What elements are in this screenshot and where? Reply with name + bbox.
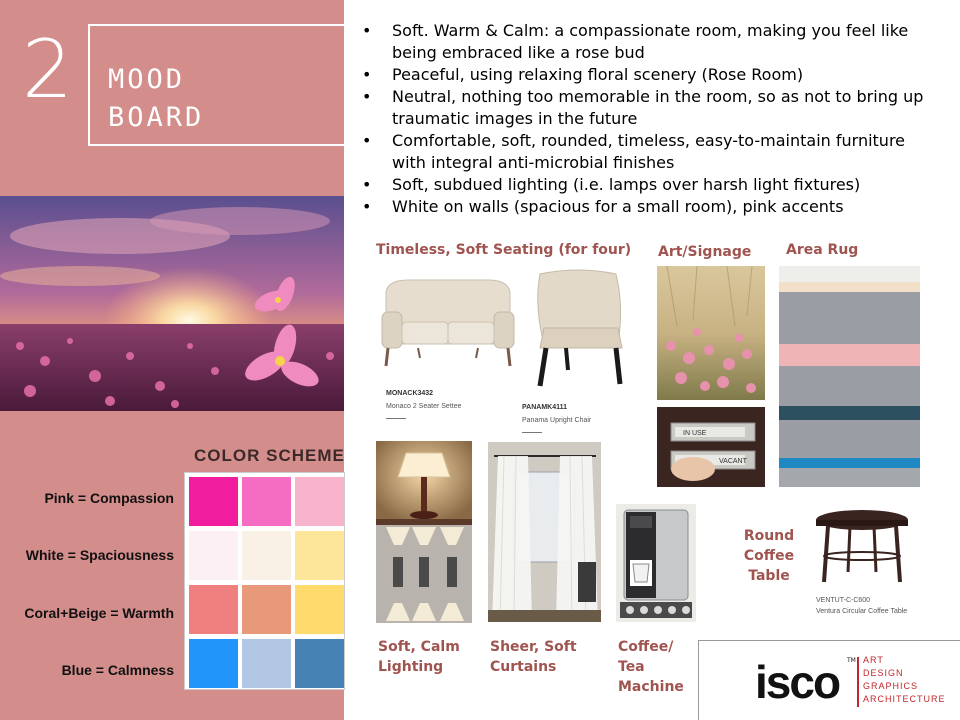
logo-tag-design: DESIGN <box>863 668 904 678</box>
logo-tag-architecture: ARCHITECTURE <box>863 694 946 704</box>
area-rug-image <box>779 266 920 487</box>
color-swatch <box>189 585 238 634</box>
seating-label: Timeless, Soft Seating (for four) <box>376 242 632 258</box>
design-goals-list <box>362 20 942 218</box>
rug-stripe <box>779 366 920 406</box>
settee-code: MONACK3432 <box>386 390 434 397</box>
sunset-flower-photo <box>0 196 344 411</box>
rug-stripe <box>779 420 920 458</box>
table-code: VENTUT-C-C600 <box>816 597 871 604</box>
slide-title-line-1: MOOD <box>108 64 186 95</box>
color-scheme-label: White = Spaciousness <box>25 547 174 563</box>
rug-stripe <box>779 468 920 487</box>
area-rug-label: Area Rug <box>786 242 859 258</box>
rug-stripe <box>779 406 920 420</box>
color-scheme-label: Pink = Compassion <box>44 490 174 506</box>
signage-photo <box>657 407 765 487</box>
color-swatch <box>242 585 291 634</box>
color-swatch <box>242 477 291 526</box>
design-goal-item: • Comfortable, soft, rounded, timeless, easy-to-maintain furniture with integral anti-microbial finishes <box>362 130 942 174</box>
rug-stripe <box>779 266 920 282</box>
rug-stripe <box>779 344 920 366</box>
coffee-machine-photo <box>616 504 696 622</box>
logo-tag-art: ART <box>863 655 884 665</box>
color-swatch <box>189 477 238 526</box>
color-scheme-label: Coral+Beige = Warmth <box>24 605 174 621</box>
settee-caption-rule <box>386 418 406 419</box>
curtains-photo <box>488 442 601 622</box>
settee-name: Monaco 2 Seater Settee <box>386 403 462 410</box>
color-swatch <box>189 639 238 688</box>
curtains-label: Sheer, Soft Curtains <box>490 639 577 675</box>
rug-stripe <box>779 292 920 344</box>
design-goal-item: • White on walls (spacious for a small room), pink accents <box>362 196 942 218</box>
logo-trademark: TM <box>847 657 856 664</box>
title-box <box>88 24 344 146</box>
art-flower-photo <box>657 266 765 400</box>
settee-image <box>378 272 518 372</box>
design-goal-item: • Soft. Warm & Calm: a compassionate room, making you feel like being embraced like a rose bud <box>362 20 942 64</box>
chair-caption-rule <box>522 432 542 433</box>
color-scheme-title: COLOR SCHEME <box>194 446 345 465</box>
coffee-machine-label: Coffee/ Tea Machine <box>618 639 684 695</box>
logo-tag-graphics: GRAPHICS <box>863 681 919 691</box>
color-swatch <box>242 639 291 688</box>
rug-stripe <box>779 458 920 468</box>
chair-code: PANAMK4111 <box>522 404 568 411</box>
color-swatch <box>295 477 344 526</box>
slide-title-line-2: BOARD <box>108 102 205 133</box>
sign-vacant-text: VACANT <box>719 458 747 465</box>
art-signage-label: Art/Signage <box>658 244 752 260</box>
sign-in-use-text: IN USE <box>683 430 707 437</box>
color-scheme-label: Blue = Calmness <box>61 662 174 678</box>
color-swatch <box>242 531 291 580</box>
color-swatch <box>295 531 344 580</box>
round-coffee-table-image <box>812 506 912 588</box>
design-goal-item: • Peaceful, using relaxing floral scenery (Rose Room) <box>362 64 942 86</box>
wall-sconce-photo <box>376 525 472 623</box>
lamp-photo <box>376 441 472 525</box>
slide-number: 2 <box>22 23 73 116</box>
logo-divider <box>857 657 859 707</box>
coffee-table-label: Round Coffee Table <box>743 528 795 584</box>
lighting-label: Soft, Calm Lighting <box>378 639 460 675</box>
rug-stripe <box>779 282 920 292</box>
isco-logo-box <box>698 640 960 720</box>
color-swatch <box>295 585 344 634</box>
color-swatch-grid <box>184 472 345 690</box>
chair-name: Panama Upright Chair <box>522 417 592 424</box>
chair-image <box>526 266 630 392</box>
table-name: Ventura Circular Coffee Table <box>816 608 908 615</box>
color-swatch <box>189 531 238 580</box>
design-goal-item: • Neutral, nothing too memorable in the room, so as not to bring up traumatic images in the future <box>362 86 942 130</box>
design-goal-item: • Soft, subdued lighting (i.e. lamps over harsh light fixtures) <box>362 174 942 196</box>
isco-logo: isco <box>755 656 840 708</box>
color-swatch <box>295 639 344 688</box>
